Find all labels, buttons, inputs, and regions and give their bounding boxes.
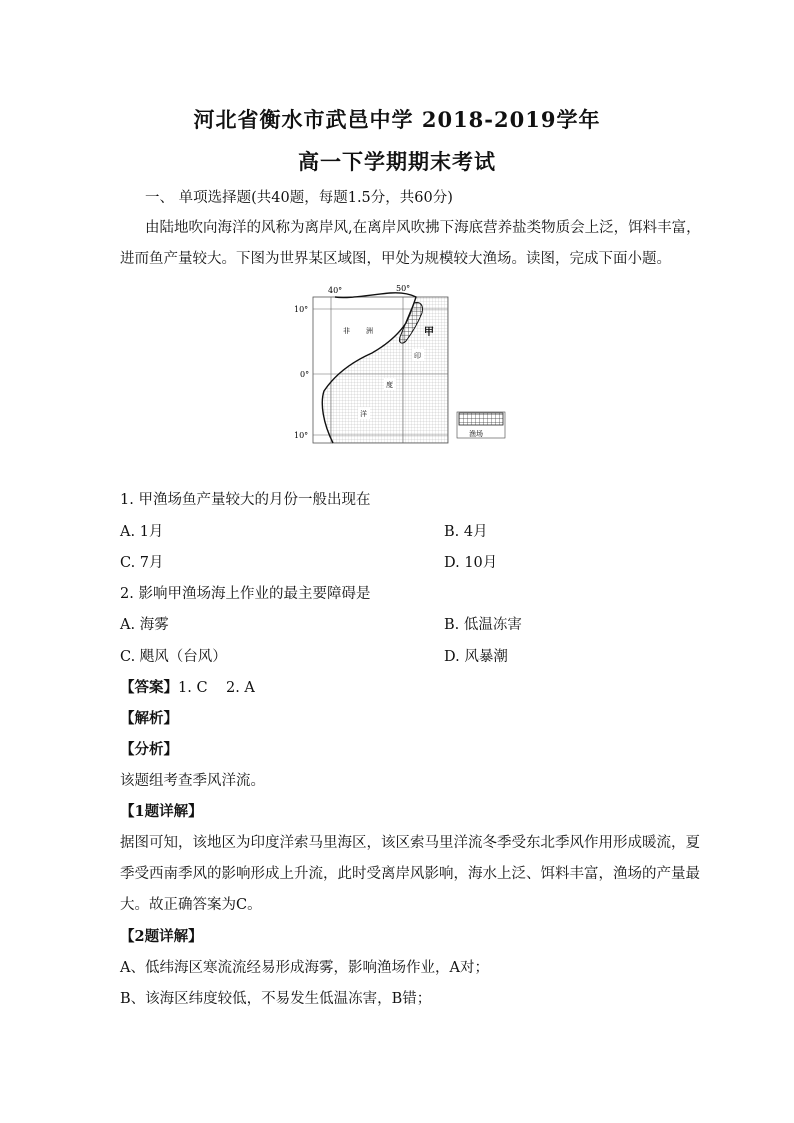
doc-title-line1: 河北省衡水市武邑中学 2018-2019学年 [193,107,601,132]
d1-line-3: 大。故正确答案为C。 [120,897,262,913]
answer-label: 【答案】 [120,679,178,696]
q2-stem: 2. 影响甲渔场海上作业的最主要障碍是 [120,586,371,602]
d1-line-2: 季受西南季风的影响形成上升流，此时受离岸风影响，海水上泛、饵料丰富，渔场的产量最 [120,866,700,882]
q1-option-d: D. 10月 [444,555,498,571]
section-heading: 一、 单项选择题(共40题，每题1.5分，共60分) [145,190,453,206]
legend-swatch [459,413,503,425]
d1-heading: 【1题详解】 [120,803,203,820]
q1-option-b: B. 4月 [444,524,488,540]
label-fei: 非 [343,327,350,335]
label-du: 度 [386,381,393,389]
lon-label-50: 50° [396,284,411,293]
label-jia: 甲 [424,327,434,338]
intro-line-2: 进而鱼产量较大。下图为世界某区域图，甲处为规模较大渔场。读图，完成下面小题。 [120,251,671,267]
q2-option-b: B. 低温冻害 [444,617,522,633]
jiexi-heading: 【解析】 [120,710,178,727]
answer-line [120,676,255,697]
legend-label: 渔场 [469,430,483,438]
lon-label-40: 40° [328,286,343,295]
intro-line-1: 由陆地吹向海洋的风称为离岸风,在离岸风吹拂下海底营养盐类物质会上泛，饵料丰富， [145,220,701,236]
d2-line-2: B、该海区纬度较低，不易发生低温冻害，B错； [120,991,432,1007]
label-zhou: 洲 [366,327,373,335]
q2-option-a: A. 海雾 [120,617,169,633]
q1-option-c: C. 7月 [120,555,164,571]
answer-value: 1. C 2. A [178,680,255,696]
label-yin: 印 [414,352,421,360]
label-yang: 洋 [360,410,367,418]
q2-option-c: C. 飓风（台风） [120,649,227,665]
d2-heading: 【2题详解】 [120,928,203,945]
lat-label-0: 0° [300,370,310,379]
ocean-area [322,297,448,443]
d1-line-1: 据图可知，该地区为印度洋索马里海区，该区索马里洋流冬季受东北季风作用形成暖流，夏 [120,835,700,851]
lat-label-10n: 10° [294,305,309,314]
fenxi-heading: 【分析】 [120,741,178,758]
fenxi-text: 该题组考查季风洋流。 [120,773,265,789]
doc-title-line2: 高一下学期期末考试 [298,149,496,174]
lat-label-10s: 10° [294,431,309,440]
d2-line-1: A、低纬海区寒流流经易形成海雾，影响渔场作业，A对； [120,960,489,976]
q1-stem: 1. 甲渔场鱼产量较大的月份一般出现在 [120,492,371,508]
q2-option-d: D. 风暴潮 [444,649,508,665]
q1-option-a: A. 1月 [120,524,164,540]
map-legend [455,410,507,440]
